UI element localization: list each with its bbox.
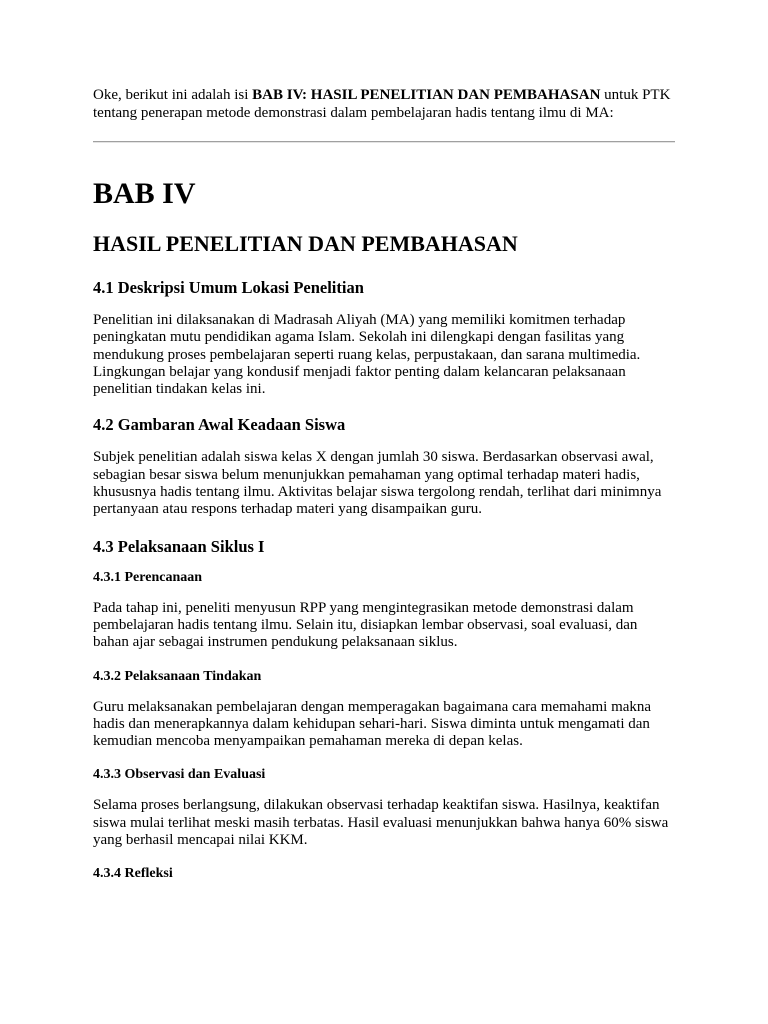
section-4-3-heading: 4.3 Pelaksanaan Siklus I (93, 536, 265, 556)
section-4-2-heading: 4.2 Gambaran Awal Keadaan Siswa (93, 415, 346, 435)
intro-suffix: untuk PTK tentang penerapan metode demonstrasi dalam pembelajaran hadis tentang ilmu di MA: (93, 87, 671, 121)
section-4-3-3-body: Selama proses berlangsung, dilakukan observasi terhadap keaktifan siswa. Hasilnya, keaktifan siswa mulai terlihat meski masih terbatas. Hasil evaluasi menunjukkan bahwa hanya 60% siswa yang berhasil mencapai nilai KKM. (93, 797, 669, 849)
intro-paragraph (93, 86, 675, 122)
section-4-3-4-heading: 4.3.4 Refleksi (93, 866, 173, 882)
chapter-number: BAB IV (93, 177, 196, 210)
chapter-title: HASIL PENELITIAN DAN PEMBAHASAN (93, 231, 518, 256)
section-4-1-body: Penelitian ini dilaksanakan di Madrasah Aliyah (MA) yang memiliki komitmen terhadap peningkatan mutu pendidikan agama Islam. Sekolah ini dilengkapi dengan fasilitas yang mendukung proses pembelajaran seperti ruang kelas, perpustakaan, dan sarana multimedia. Lingkungan belajar yang kondusif menjadi faktor penting dalam kelancaran pelaksanaan penelitian tindakan kelas ini. (93, 312, 641, 398)
section-4-1-heading: 4.1 Deskripsi Umum Lokasi Penelitian (93, 278, 364, 297)
section-4-3-1-body: Pada tahap ini, peneliti menyusun RPP yang mengintegrasikan metode demonstrasi dalam pembelajaran hadis tentang ilmu. Selain itu, disiapkan lembar observasi, soal evaluasi, dan bahan ajar sebagai instrumen pendukung pelaksanaan siklus. (93, 599, 638, 651)
horizontal-rule (93, 141, 675, 143)
section-4-3-1-heading: 4.3.1 Perencanaan (93, 569, 203, 585)
section-4-3-2-heading: 4.3.2 Pelaksanaan Tindakan (93, 668, 262, 684)
intro-bold-title: BAB IV: HASIL PENELITIAN DAN PEMBAHASAN (252, 87, 601, 103)
intro-prefix: Oke, berikut ini adalah isi (93, 87, 253, 103)
document-page (93, 86, 675, 882)
section-4-2-body: Subjek penelitian adalah siswa kelas X dengan jumlah 30 siswa. Berdasarkan observasi awal, sebagian besar siswa belum menunjukkan pemahaman yang optimal terhadap materi hadis, khususnya hadis tentang ilmu. Aktivitas belajar siswa tergolong rendah, terlihat dari minimnya pertanyaan atau respons terhadap materi yang disampaikan guru. (93, 449, 662, 518)
section-4-3-2-body: Guru melaksanakan pembelajaran dengan memperagakan bagaimana cara memahami makna hadis dan menerapkannya dalam kehidupan sehari-hari. Siswa diminta untuk mengamati dan kemudian mencoba menyampaikan pemahaman mereka di depan kelas. (93, 698, 652, 750)
section-4-3-3-heading: 4.3.3 Observasi dan Evaluasi (93, 767, 266, 783)
